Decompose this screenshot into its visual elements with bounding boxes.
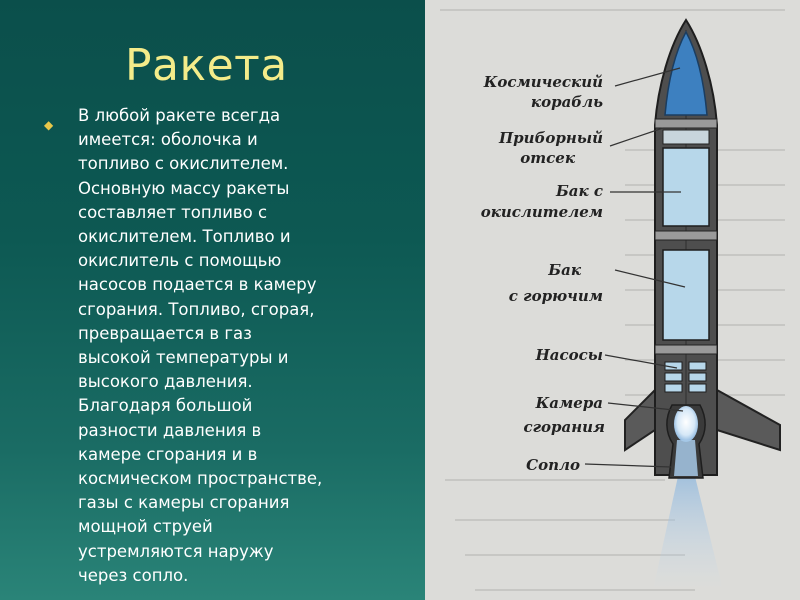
label-spaceship-line-2: корабль [530, 93, 603, 111]
ring-1 [655, 119, 717, 128]
combustion-chamber [674, 406, 698, 442]
label-spaceship-line-1: Космический [483, 73, 603, 91]
label-instruments-line-2: отсек [520, 149, 575, 167]
fuel-tank [663, 250, 709, 340]
label-fuel-line-1: Бак [548, 261, 581, 279]
label-nozzle: Сопло [526, 456, 580, 474]
bullet-marker-icon: ◆ [44, 118, 54, 132]
label-fuel-line-2: с горючим [508, 287, 603, 305]
label-oxidizer-line-2: окислителем [480, 203, 603, 221]
nozzle-flame [674, 440, 698, 476]
instrument-compartment [663, 130, 709, 144]
label-chamber-line-2: сгорания [523, 418, 605, 436]
ring-3 [655, 345, 717, 354]
right-fin [717, 390, 780, 450]
label-instruments-line-1: Приборный [499, 129, 603, 147]
ring-2 [655, 231, 717, 240]
slide-title: Ракета [125, 40, 288, 91]
bullet-text: В любой ракете всегда имеется: оболочка и топливо с окислителем. Основную массу ракеты составляет топливо с окислителем. Топливо и окислитель с помощью насосов подается в камеру сгорания. Топливо, сгорая, превращается в газ высокой температуры и высокого давления. Благодаря большой разности давления в камере сгорания и в космическом пространстве, газы с камеры сгорания мощной струей устремляются наружу через сопло. [78, 106, 323, 585]
background-text-lines [440, 10, 785, 590]
spaceship-cone [665, 32, 707, 115]
label-chamber-line-1: Камера [535, 394, 603, 412]
label-oxidizer-line-1: Бак с [555, 182, 603, 200]
rocket-diagram [425, 0, 800, 600]
rocket-diagram-panel [425, 0, 800, 600]
label-pumps: Насосы [535, 346, 603, 364]
left-fin [625, 390, 655, 450]
oxidizer-tank [663, 148, 709, 226]
